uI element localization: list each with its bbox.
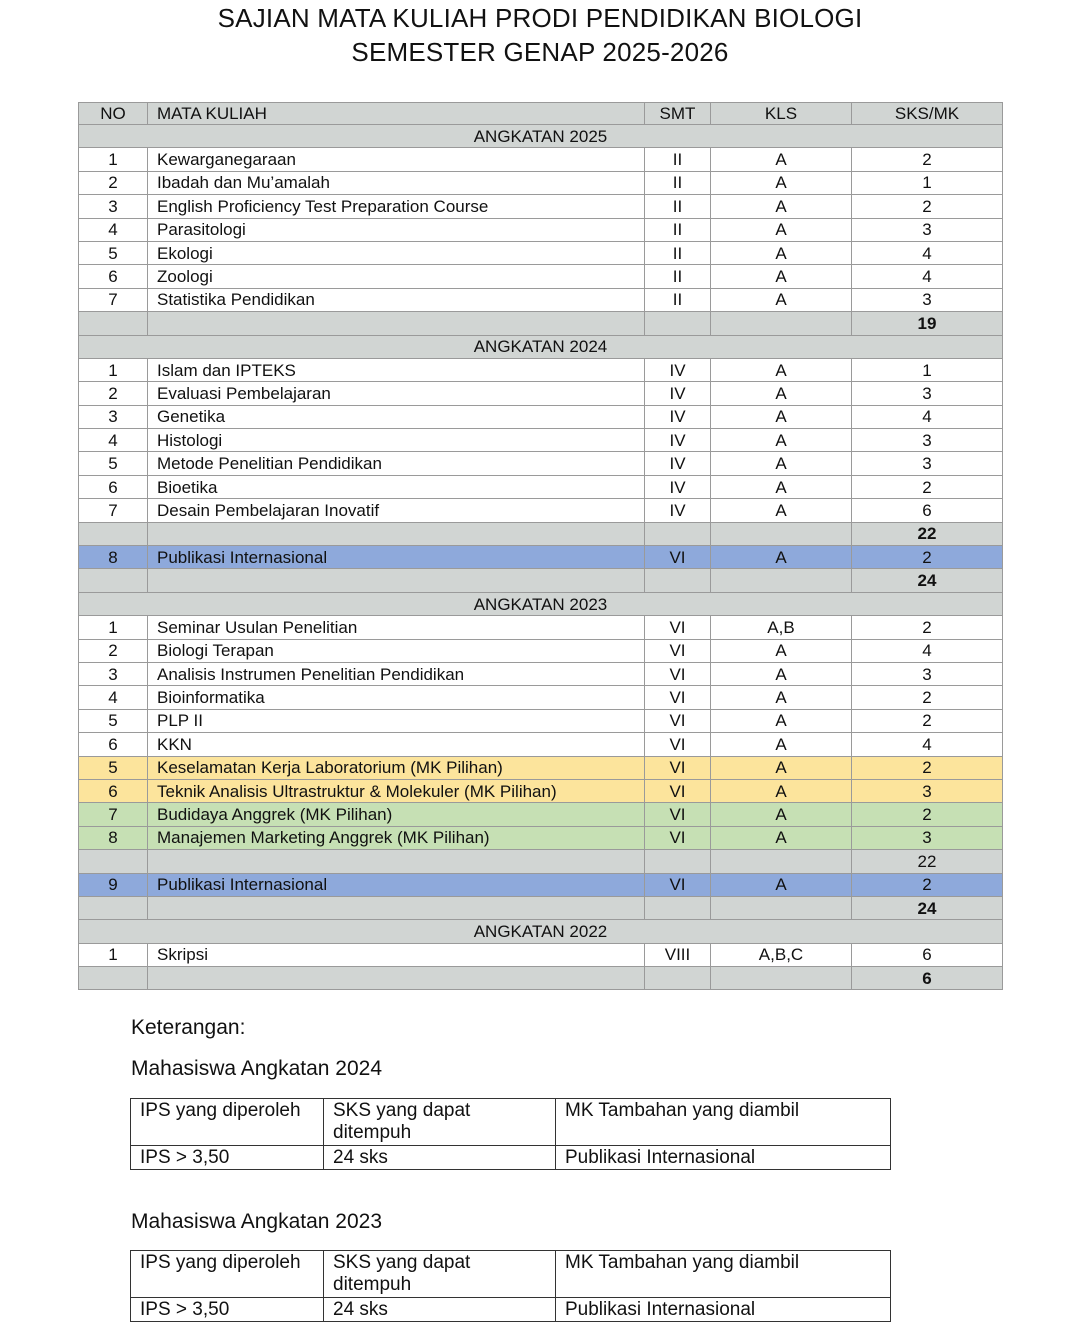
row-no: 3 — [79, 195, 148, 218]
notes-cell-sks: 24 sks — [324, 1298, 556, 1322]
row-no: 4 — [79, 429, 148, 452]
notes-cell-mk: Publikasi Internasional — [556, 1146, 891, 1170]
row-sks: 2 — [852, 873, 1003, 896]
row-smt: VI — [645, 546, 711, 569]
row-no: 3 — [79, 662, 148, 685]
table-row — [79, 358, 1003, 381]
notes-data-row — [131, 1298, 891, 1322]
group-header-row — [79, 335, 1003, 358]
row-smt: VI — [645, 616, 711, 639]
row-kls: A — [711, 546, 852, 569]
table-row — [79, 405, 1003, 428]
table-header-row — [79, 103, 1003, 125]
row-kls: A — [711, 288, 852, 311]
document-subtitle: SEMESTER GENAP 2025-2026 — [351, 37, 729, 67]
table-row — [79, 709, 1003, 732]
subtotal-row — [79, 312, 1003, 335]
row-course-name: Manajemen Marketing Anggrek (MK Pilihan) — [148, 826, 645, 849]
row-smt: VI — [645, 756, 711, 779]
group-header-row — [79, 920, 1003, 943]
row-no: 6 — [79, 779, 148, 802]
row-sks: 2 — [852, 195, 1003, 218]
empty-cell — [645, 896, 711, 919]
row-course-name: PLP II — [148, 709, 645, 732]
row-course-name: Parasitologi — [148, 218, 645, 241]
empty-cell — [148, 896, 645, 919]
row-no: 1 — [79, 943, 148, 966]
table-row — [79, 826, 1003, 849]
row-kls: A — [711, 429, 852, 452]
empty-cell — [645, 569, 711, 592]
table-row — [79, 288, 1003, 311]
table-row — [79, 382, 1003, 405]
row-smt: VI — [645, 709, 711, 732]
row-kls: A — [711, 218, 852, 241]
row-no: 9 — [79, 873, 148, 896]
table-row — [79, 779, 1003, 802]
row-kls: A — [711, 826, 852, 849]
row-course-name: Genetika — [148, 405, 645, 428]
row-no: 7 — [79, 499, 148, 522]
table-row — [79, 452, 1003, 475]
empty-cell — [79, 896, 148, 919]
row-smt: VI — [645, 639, 711, 662]
row-smt: II — [645, 241, 711, 264]
row-course-name: Budidaya Anggrek (MK Pilihan) — [148, 803, 645, 826]
notes-title-2024: Mahasiswa Angkatan 2024 — [131, 1057, 383, 1080]
notes-header-row — [131, 1251, 891, 1298]
notes-header-ips: IPS yang diperoleh — [131, 1099, 324, 1146]
table-row — [79, 241, 1003, 264]
row-kls: A — [711, 873, 852, 896]
subtotal-sks: 19 — [852, 312, 1003, 335]
row-smt: II — [645, 195, 711, 218]
row-smt: IV — [645, 475, 711, 498]
empty-cell — [711, 569, 852, 592]
row-no: 1 — [79, 358, 148, 381]
table-row — [79, 148, 1003, 171]
row-no: 7 — [79, 288, 148, 311]
row-kls: A — [711, 241, 852, 264]
row-smt: II — [645, 218, 711, 241]
row-sks: 2 — [852, 546, 1003, 569]
document-title: SAJIAN MATA KULIAH PRODI PENDIDIKAN BIOLOGI — [217, 3, 863, 33]
row-course-name: Skripsi — [148, 943, 645, 966]
empty-cell — [645, 522, 711, 545]
row-course-name: KKN — [148, 733, 645, 756]
empty-cell — [711, 850, 852, 873]
empty-cell — [148, 569, 645, 592]
group-header-row — [79, 592, 1003, 615]
row-sks: 2 — [852, 686, 1003, 709]
row-kls: A — [711, 382, 852, 405]
row-no: 1 — [79, 616, 148, 639]
row-kls: A — [711, 709, 852, 732]
table-row — [79, 475, 1003, 498]
empty-cell — [148, 967, 645, 990]
row-course-name: Ibadah dan Mu’amalah — [148, 171, 645, 194]
row-no: 1 — [79, 148, 148, 171]
row-smt: IV — [645, 452, 711, 475]
row-smt: VI — [645, 733, 711, 756]
row-sks: 6 — [852, 499, 1003, 522]
row-course-name: Evaluasi Pembelajaran — [148, 382, 645, 405]
table-row — [79, 265, 1003, 288]
row-no: 4 — [79, 218, 148, 241]
subtotal-row — [79, 896, 1003, 919]
subtotal-sks: 22 — [852, 850, 1003, 873]
row-sks: 4 — [852, 639, 1003, 662]
row-course-name: Kewarganegaraan — [148, 148, 645, 171]
row-sks: 2 — [852, 803, 1003, 826]
row-no: 5 — [79, 241, 148, 264]
row-kls: A — [711, 195, 852, 218]
notes-data-row — [131, 1146, 891, 1170]
table-row — [79, 218, 1003, 241]
row-no: 5 — [79, 709, 148, 732]
notes-header-sks: SKS yang dapat ditempuh — [324, 1099, 556, 1146]
row-sks: 2 — [852, 709, 1003, 732]
group-label: ANGKATAN 2025 — [79, 125, 1003, 148]
row-sks: 6 — [852, 943, 1003, 966]
row-kls: A — [711, 686, 852, 709]
empty-cell — [148, 522, 645, 545]
row-course-name: Publikasi Internasional — [148, 546, 645, 569]
row-smt: II — [645, 171, 711, 194]
table-row — [79, 639, 1003, 662]
row-kls: A — [711, 171, 852, 194]
row-sks: 3 — [852, 218, 1003, 241]
row-kls: A,B — [711, 616, 852, 639]
row-no: 2 — [79, 382, 148, 405]
row-sks: 2 — [852, 756, 1003, 779]
row-course-name: Ekologi — [148, 241, 645, 264]
row-smt: VI — [645, 803, 711, 826]
notes-header-mk: MK Tambahan yang diambil — [556, 1099, 891, 1146]
group-label: ANGKATAN 2022 — [79, 920, 1003, 943]
notes-heading: Keterangan: — [131, 1016, 246, 1039]
row-no: 8 — [79, 826, 148, 849]
row-smt: IV — [645, 405, 711, 428]
row-kls: A — [711, 358, 852, 381]
header-sks: SKS/MK — [852, 103, 1003, 125]
row-smt: VIII — [645, 943, 711, 966]
row-course-name: English Proficiency Test Preparation Course — [148, 195, 645, 218]
empty-cell — [79, 522, 148, 545]
table-row — [79, 662, 1003, 685]
row-no: 5 — [79, 452, 148, 475]
row-smt: VI — [645, 662, 711, 685]
row-sks: 3 — [852, 452, 1003, 475]
row-smt: IV — [645, 429, 711, 452]
row-kls: A — [711, 265, 852, 288]
row-smt: IV — [645, 499, 711, 522]
row-sks: 4 — [852, 733, 1003, 756]
table-row — [79, 616, 1003, 639]
row-course-name: Biologi Terapan — [148, 639, 645, 662]
empty-cell — [645, 967, 711, 990]
row-sks: 2 — [852, 148, 1003, 171]
row-course-name: Islam dan IPTEKS — [148, 358, 645, 381]
empty-cell — [79, 850, 148, 873]
group-header-row — [79, 125, 1003, 148]
row-smt: IV — [645, 382, 711, 405]
row-course-name: Histologi — [148, 429, 645, 452]
subtotal-row — [79, 569, 1003, 592]
row-no: 6 — [79, 265, 148, 288]
notes-cell-mk: Publikasi Internasional — [556, 1298, 891, 1322]
row-no: 2 — [79, 171, 148, 194]
subtotal-sks: 24 — [852, 896, 1003, 919]
empty-cell — [79, 312, 148, 335]
subtotal-sks: 22 — [852, 522, 1003, 545]
table-row — [79, 546, 1003, 569]
notes-header-row — [131, 1099, 891, 1146]
row-no: 3 — [79, 405, 148, 428]
table-row — [79, 171, 1003, 194]
empty-cell — [645, 850, 711, 873]
notes-cell-ips: IPS > 3,50 — [131, 1298, 324, 1322]
row-no: 6 — [79, 733, 148, 756]
row-course-name: Desain Pembelajaran Inovatif — [148, 499, 645, 522]
empty-cell — [711, 522, 852, 545]
table-row — [79, 499, 1003, 522]
row-sks: 2 — [852, 616, 1003, 639]
header-smt: SMT — [645, 103, 711, 125]
empty-cell — [148, 312, 645, 335]
table-row — [79, 803, 1003, 826]
row-course-name: Keselamatan Kerja Laboratorium (MK Pilihan) — [148, 756, 645, 779]
row-course-name: Zoologi — [148, 265, 645, 288]
row-kls: A — [711, 779, 852, 802]
row-kls: A — [711, 639, 852, 662]
row-sks: 1 — [852, 358, 1003, 381]
row-smt: VI — [645, 686, 711, 709]
row-no: 7 — [79, 803, 148, 826]
notes-header-sks: SKS yang dapat ditempuh — [324, 1251, 556, 1298]
empty-cell — [711, 967, 852, 990]
row-kls: A — [711, 452, 852, 475]
row-smt: II — [645, 148, 711, 171]
notes-header-mk: MK Tambahan yang diambil — [556, 1251, 891, 1298]
row-kls: A — [711, 148, 852, 171]
row-kls: A — [711, 499, 852, 522]
row-no: 4 — [79, 686, 148, 709]
table-row — [79, 733, 1003, 756]
subtotal-row — [79, 850, 1003, 873]
row-smt: VI — [645, 826, 711, 849]
empty-cell — [79, 967, 148, 990]
empty-cell — [711, 312, 852, 335]
notes-cell-sks: 24 sks — [324, 1146, 556, 1170]
row-kls: A — [711, 803, 852, 826]
row-course-name: Bioinformatika — [148, 686, 645, 709]
row-kls: A — [711, 662, 852, 685]
row-kls: A,B,C — [711, 943, 852, 966]
row-sks: 3 — [852, 826, 1003, 849]
row-no: 5 — [79, 756, 148, 779]
row-course-name: Metode Penelitian Pendidikan — [148, 452, 645, 475]
row-course-name: Publikasi Internasional — [148, 873, 645, 896]
notes-header-ips: IPS yang diperoleh — [131, 1251, 324, 1298]
notes-title-2023: Mahasiswa Angkatan 2023 — [131, 1210, 383, 1233]
row-sks: 3 — [852, 662, 1003, 685]
empty-cell — [79, 569, 148, 592]
table-row — [79, 195, 1003, 218]
row-smt: II — [645, 288, 711, 311]
row-sks: 4 — [852, 405, 1003, 428]
table-row — [79, 873, 1003, 896]
table-row — [79, 686, 1003, 709]
row-smt: VI — [645, 873, 711, 896]
row-smt: II — [645, 265, 711, 288]
subtotal-sks: 24 — [852, 569, 1003, 592]
notes-table-2023 — [130, 1250, 891, 1322]
subtotal-sks: 6 — [852, 967, 1003, 990]
row-sks: 3 — [852, 382, 1003, 405]
row-kls: A — [711, 756, 852, 779]
row-sks: 3 — [852, 288, 1003, 311]
empty-cell — [645, 312, 711, 335]
row-sks: 4 — [852, 265, 1003, 288]
row-no: 6 — [79, 475, 148, 498]
course-table — [78, 102, 1003, 990]
row-course-name: Bioetika — [148, 475, 645, 498]
row-course-name: Teknik Analisis Ultrastruktur & Molekuler (MK Pilihan) — [148, 779, 645, 802]
row-sks: 1 — [852, 171, 1003, 194]
row-sks: 4 — [852, 241, 1003, 264]
row-no: 8 — [79, 546, 148, 569]
row-course-name: Statistika Pendidikan — [148, 288, 645, 311]
row-sks: 2 — [852, 475, 1003, 498]
group-label: ANGKATAN 2023 — [79, 592, 1003, 615]
table-row — [79, 943, 1003, 966]
empty-cell — [711, 896, 852, 919]
row-no: 2 — [79, 639, 148, 662]
group-label: ANGKATAN 2024 — [79, 335, 1003, 358]
subtotal-row — [79, 522, 1003, 545]
header-kls: KLS — [711, 103, 852, 125]
row-sks: 3 — [852, 779, 1003, 802]
table-row — [79, 756, 1003, 779]
table-row — [79, 429, 1003, 452]
row-kls: A — [711, 405, 852, 428]
row-sks: 3 — [852, 429, 1003, 452]
row-course-name: Analisis Instrumen Penelitian Pendidikan — [148, 662, 645, 685]
notes-table-2024 — [130, 1098, 891, 1170]
row-kls: A — [711, 733, 852, 756]
row-smt: IV — [645, 358, 711, 381]
header-mata-kuliah: MATA KULIAH — [148, 103, 645, 125]
row-smt: VI — [645, 779, 711, 802]
notes-cell-ips: IPS > 3,50 — [131, 1146, 324, 1170]
empty-cell — [148, 850, 645, 873]
row-kls: A — [711, 475, 852, 498]
row-course-name: Seminar Usulan Penelitian — [148, 616, 645, 639]
subtotal-row — [79, 967, 1003, 990]
header-no: NO — [79, 103, 148, 125]
